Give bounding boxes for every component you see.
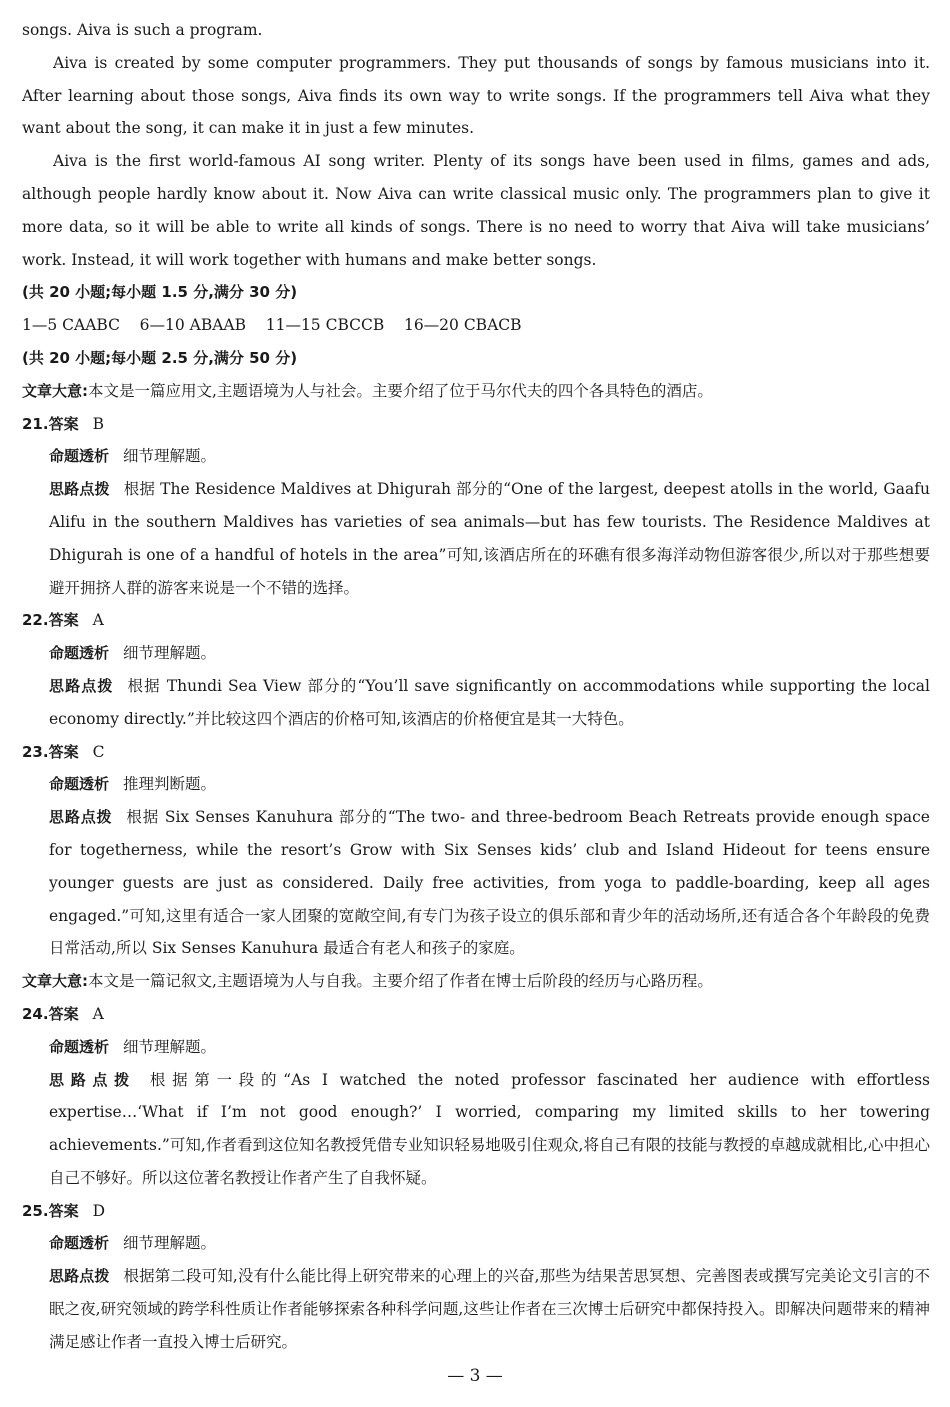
- question-answer: 21.答案 B: [22, 414, 104, 433]
- answer-letter: C: [92, 742, 105, 761]
- summary-label: 文章大意:: [22, 972, 88, 991]
- question-answer: 25.答案 D: [22, 1201, 106, 1220]
- answer-letter: A: [92, 611, 104, 630]
- question-hint: 思路点拨 根据第二段可知,没有什么能比得上研究带来的心理上的兴奋,那些为结果苦思冥想、完善图表或撰写完美论文引言的不眠之夜,研究领域的跨学科性质让作者能够探索各种科学问题,这些让作者在三次博士后研究中都保持投入。即解决问题带来的精神满足感让作者一直投入博士后研究。: [49, 1267, 930, 1351]
- answer-letter: B: [92, 414, 104, 433]
- question-type: 命题透析 细节理解题。: [49, 1234, 217, 1253]
- question-answer: 22.答案 A: [22, 611, 104, 630]
- question-hint: 思路点拨 根据第一段的“As I watched the noted professor fascinated her audience with effortless expertise…‘What if I’m not good enough?’ I worried, comparing my limited skills to her towering achievements.”可知,作者看到这位知名教授凭借专业知识轻易地吸引住观众,将自己有限的技能与教授的卓越成就相比,心中担心自己不够好。所以这位著名教授让作者产生了自我怀疑。: [49, 1070, 930, 1187]
- article-summary: [22, 965, 930, 998]
- passage-paragraph: Aiva is created by some computer programmers. They put thousands of songs by famous musicians into it. After learning about those songs, Aiva finds its own way to write songs. If the programmers tell Aiva what they want about the song, it can make it in just a few minutes.: [22, 53, 930, 138]
- answer-letter: A: [92, 1004, 104, 1023]
- answer-letter: D: [92, 1201, 106, 1220]
- summary-label: 文章大意:: [22, 381, 88, 400]
- page-content: [22, 14, 930, 1359]
- question-type: 命题透析 细节理解题。: [49, 644, 217, 663]
- section-header: (共 20 小题;每小题 1.5 分,满分 30 分): [22, 283, 298, 302]
- question-hint: 思路点拨 根据 The Residence Maldives at Dhigurah 部分的“One of the largest, deepest atolls in the world, Gaafu Alifu in the southern Maldives has varieties of sea animals—but has few tourists. The Residence Maldives at Dhigurah is one of a handful of hotels in the area”可知,该酒店所在的环礁有很多海洋动物但游客很少,所以对于那些想要避开拥挤人群的游客来说是一个不错的选择。: [49, 480, 930, 597]
- page-number: — 3 —: [447, 1366, 503, 1386]
- question-answer: 24.答案 A: [22, 1004, 104, 1023]
- passage-paragraph: Aiva is the first world-famous AI song writer. Plenty of its songs have been used in films, games and ads, although people hardly know about it. Now Aiva can write classical music only. The programmers plan to give it more data, so it will be able to write all kinds of songs. There is no need to worry that Aiva will take musicians’ work. Instead, it will work together with humans and make better songs.: [22, 152, 930, 269]
- answer-key: 1—5 CAABC 6—10 ABAAB 11—15 CBCCB 16—20 CBACB: [22, 316, 522, 335]
- question-answer: 23.答案 C: [22, 742, 105, 761]
- summary-text: 本文是一篇记叙文,主题语境为人与自我。主要介绍了作者在博士后阶段的经历与心路历程。: [88, 972, 713, 991]
- question-hint: 思路点拨 根据 Thundi Sea View 部分的“You’ll save significantly on accommodations while supporting the local economy directly.”并比较这四个酒店的价格可知,该酒店的价格便宜是其一大特色。: [49, 676, 930, 728]
- question-type: 命题透析 细节理解题。: [49, 447, 217, 466]
- article-summary: [22, 375, 930, 408]
- question-type: 命题透析 推理判断题。: [49, 775, 217, 794]
- section-header: (共 20 小题;每小题 2.5 分,满分 50 分): [22, 348, 298, 367]
- summary-text: 本文是一篇应用文,主题语境为人与社会。主要介绍了位于马尔代夫的四个各具特色的酒店。: [88, 381, 713, 400]
- question-type: 命题透析 细节理解题。: [49, 1037, 217, 1056]
- question-hint: 思路点拨 根据 Six Senses Kanuhura 部分的“The two- and three-bedroom Beach Retreats provide enough space for togetherness, while the resort’s Grow with Six Senses kids’ club and Island Hideout for teens ensure younger guests are just as considered. Daily free activities, from yoga to paddle-boarding, keep all ages engaged.”可知,这里有适合一家人团聚的宽敞空间,有专门为孩子设立的俱乐部和青少年的活动场所,还有适合各个年龄段的免费日常活动,所以 Six Senses Kanuhura 最适合有老人和孩子的家庭。: [49, 808, 930, 958]
- passage-line: songs. Aiva is such a program.: [22, 21, 263, 39]
